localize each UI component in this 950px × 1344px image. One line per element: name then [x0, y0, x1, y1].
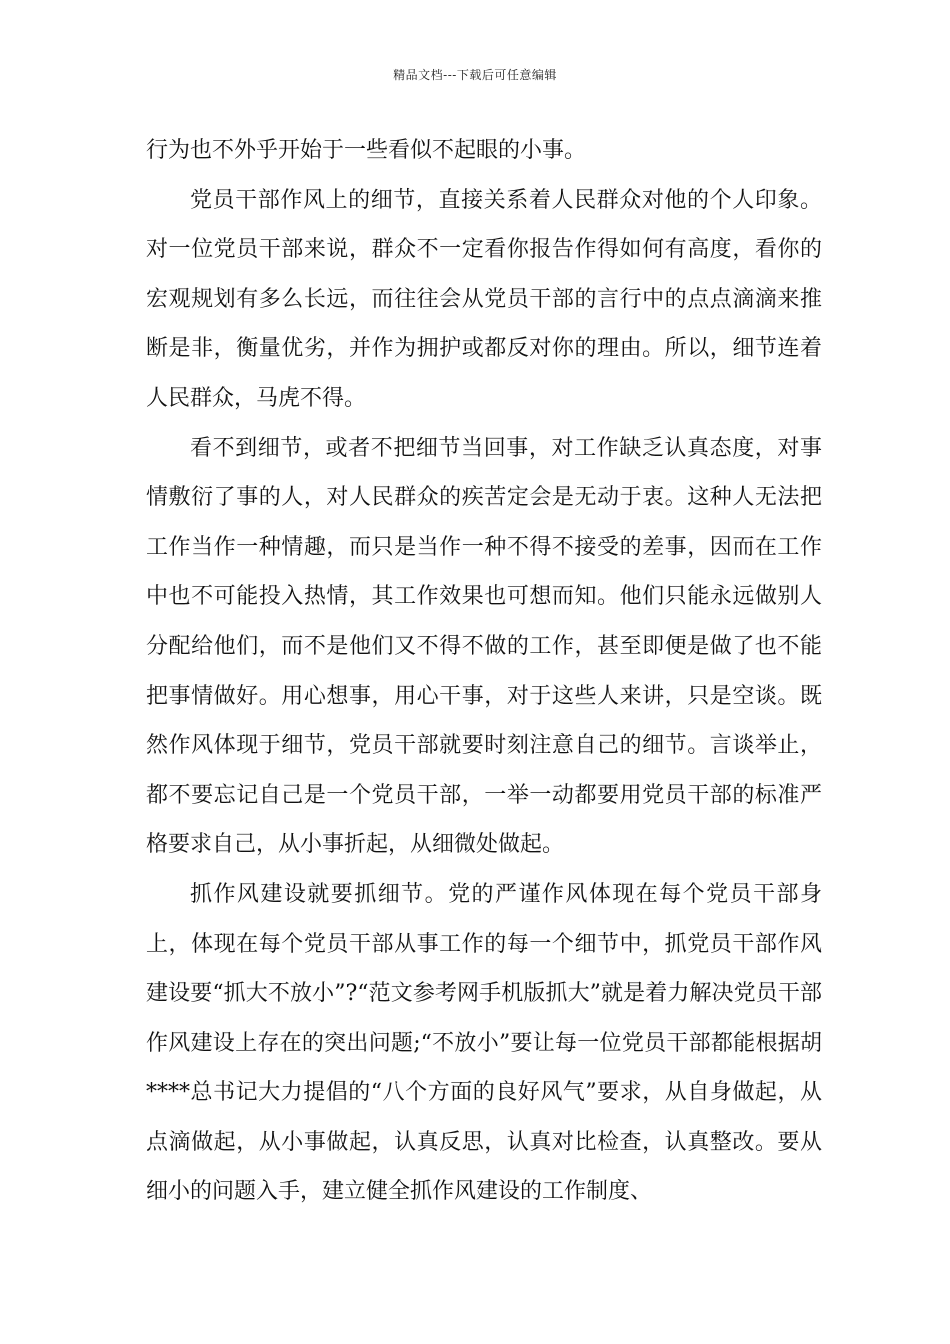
document-body	[146, 126, 822, 1217]
page-header: 精品文档---下载后可任意编辑	[393, 68, 557, 82]
paragraph: 抓作风建设就要抓细节。党的严谨作风体现在每个党员干部身上，体现在每个党员干部从事工作的每一个细节中，抓党员干部作风建设要“抓大不放小”?“范文参考网手机版抓大”就是着力解决党员干部作风建设上存在的突出问题;“不放小”要让每一位党员干部都能根据胡****总书记大力提倡的“八个方面的良好风气”要求，从自身做起，从点滴做起，从小事做起，认真反思，认真对比检查，认真整改。要从细小的问题入手，建立健全抓作风建设的工作制度、	[146, 881, 822, 1205]
paragraph-continuation: 行为也不外乎开始于一些看似不起眼的小事。	[146, 138, 587, 163]
paragraph: 党员干部作风上的细节，直接关系着人民群众对他的个人印象。对一位党员干部来说，群众不一定看你报告作得如何有高度，看你的宏观规划有多么长远，而往往会从党员干部的言行中的点点滴滴来推断是非，衡量优劣，并作为拥护或都反对你的理由。所以，细节连着人民群众，马虎不得。	[146, 187, 822, 411]
paragraph: 看不到细节，或者不把细节当回事，对工作缺乏认真态度，对事情敷衍了事的人，对人民群众的疾苦定会是无动于衷。这种人无法把工作当作一种情趣，而只是当作一种不得不接受的差事，因而在工作中也不可能投入热情，其工作效果也可想而知。他们只能永远做别人分配给他们，而不是他们又不得不做的工作，甚至即便是做了也不能把事情做好。用心想事，用心干事，对于这些人来讲，只是空谈。既然作风体现于细节，党员干部就要时刻注意自己的细节。言谈举止，都不要忘记自己是一个党员干部，一举一动都要用党员干部的标准严格要求自己，从小事折起，从细微处做起。	[146, 435, 822, 858]
